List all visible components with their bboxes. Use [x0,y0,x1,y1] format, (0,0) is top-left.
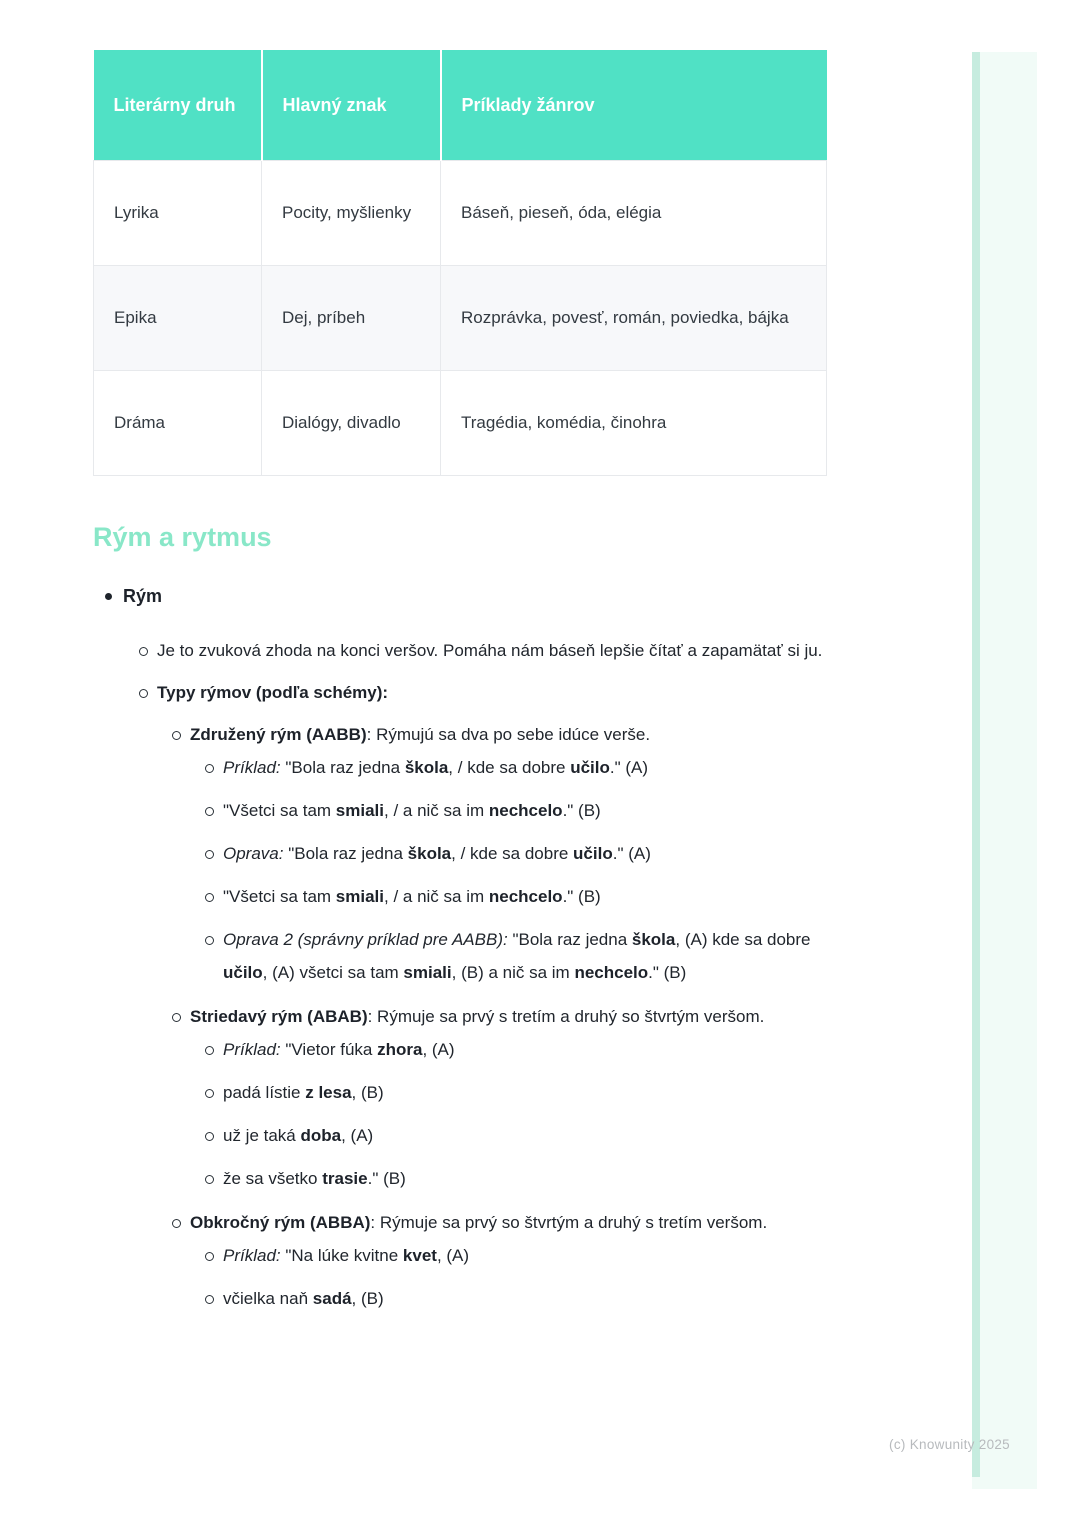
text-segment: doba [300,1125,342,1145]
list-item-text [157,634,826,667]
bullet-circle-icon [203,1076,223,1109]
text-segment: ." (B) [648,962,687,982]
list-item-text [190,1000,826,1033]
bullet-circle-icon [203,880,223,913]
bullet-circle-icon [203,837,223,870]
table-header-row [94,50,827,160]
text-segment: Príklad: [223,1245,281,1265]
table-body [94,160,827,475]
text-segment: ." (A) [612,843,651,863]
text-segment: učilo [570,757,610,777]
text-segment: nechcelo [488,886,563,906]
table-cell: Rozprávka, povesť, román, poviedka, bájka [441,265,827,370]
list-item-text [223,1282,826,1315]
list-item-text [190,718,826,751]
text-segment: "Na lúke kvitne [280,1245,403,1265]
list-item [93,676,826,709]
list-item [93,718,826,751]
list-item [93,794,826,827]
table-row [94,370,827,475]
document-page [93,50,826,1325]
table-cell: Tragédia, komédia, činohra [441,370,827,475]
list-item-text [123,580,826,613]
list-item [93,1033,826,1066]
column-header: Literárny druh [94,50,262,160]
text-segment: "Vietor fúka [280,1039,378,1059]
text-segment: Je to zvuková zhoda na konci veršov. Pomáha nám báseň lepšie čítať a zapamätať si ju. [157,640,823,660]
text-segment: "Bola raz jedna [507,929,632,949]
list-item [93,1119,826,1152]
table-header-row [94,50,827,160]
list-item-text [223,1239,826,1272]
bullet-disc-icon [103,580,123,613]
list-item [93,923,826,989]
bullet-circle-icon [203,1282,223,1315]
list-item [93,1282,826,1315]
bullet-circle-icon [203,923,223,956]
text-segment: Striedavý rým (ABAB) [190,1006,368,1026]
bullet-circle-icon [170,1000,190,1033]
text-segment: , / kde sa dobre [451,843,574,863]
bullet-circle-icon [170,1206,190,1239]
list-item [93,837,826,870]
text-segment: Príklad: [223,757,281,777]
list-item-text [223,880,826,913]
text-segment: , / a nič sa im [384,886,489,906]
bullet-circle-icon [137,676,157,709]
text-segment: už je taká [223,1125,301,1145]
list-item-text [223,794,826,827]
text-segment: ." (B) [562,800,601,820]
text-segment: "Všetci sa tam [223,800,336,820]
list-item [93,751,826,784]
outline-list [93,580,826,1315]
text-segment: smiali [335,886,384,906]
list-item-text [223,1119,826,1152]
list-item-text [223,1033,826,1066]
text-segment: Združený rým (AABB) [190,724,367,744]
text-segment: učilo [223,962,263,982]
table-cell: Lyrika [94,160,262,265]
bullet-circle-icon [203,1033,223,1066]
text-segment: , (B) a nič sa im [451,962,575,982]
text-segment: Oprava: [223,843,284,863]
list-item [93,880,826,913]
text-segment: Typy rýmov (podľa schémy): [157,682,389,702]
list-item-text [223,923,826,989]
text-segment: zhora [377,1039,423,1059]
page-edge-strip [972,52,1037,1489]
text-segment: , (A) [341,1125,374,1145]
bullet-circle-icon [170,718,190,751]
table-cell: Dej, príbeh [262,265,441,370]
table-cell: Báseň, pieseň, óda, elégia [441,160,827,265]
text-segment: smiali [335,800,384,820]
text-segment: škola [407,843,452,863]
page-edge-strip-line [972,52,980,1477]
text-segment: trasie [322,1168,368,1188]
bullet-circle-icon [203,751,223,784]
text-segment: : Rýmuje sa prvý so štvrtým a druhý s tretím veršom. [370,1212,768,1232]
text-segment: ." (A) [609,757,649,777]
text-segment: Príklad: [223,1039,281,1059]
table-cell: Epika [94,265,262,370]
table-row [94,160,827,265]
text-segment: , / a nič sa im [384,800,489,820]
text-segment: , (A) všetci sa tam [262,962,404,982]
list-item-text [223,1076,826,1109]
table-cell: Pocity, myšlienky [262,160,441,265]
section-heading: Rým a rytmus [93,521,272,552]
text-segment: : Rýmujú sa dva po sebe idúce verše. [366,724,651,744]
table-cell: Dialógy, divadlo [262,370,441,475]
list-item [93,1162,826,1195]
text-segment: , (B) [351,1288,384,1308]
text-segment: z lesa [305,1082,352,1102]
text-segment: Obkročný rým (ABBA) [190,1212,371,1232]
table-row [94,265,827,370]
list-item [93,1239,826,1272]
list-item [93,1000,826,1033]
list-item-text [190,1206,826,1239]
text-segment: ." (B) [367,1168,406,1188]
bullet-circle-icon [203,794,223,827]
copyright-text: (c) Knowunity 2025 [889,1437,1010,1452]
text-segment: ." (B) [562,886,601,906]
literary-genres-table [93,50,827,476]
text-segment: "Všetci sa tam [223,886,336,906]
text-segment: "Bola raz jedna [280,757,405,777]
bullet-circle-icon [203,1239,223,1272]
list-item-text [223,751,826,784]
text-segment: smiali [403,962,452,982]
text-segment: nechcelo [574,962,649,982]
bullet-circle-icon [203,1162,223,1195]
text-segment: včielka naň [223,1288,313,1308]
list-item-text [223,1162,826,1195]
text-segment: kvet [402,1245,437,1265]
text-segment: "Bola raz jedna [283,843,408,863]
list-item [93,634,826,667]
bullet-circle-icon [203,1119,223,1152]
text-segment: škola [631,929,676,949]
text-segment: učilo [573,843,613,863]
text-segment: Oprava 2 (správny príklad pre AABB): [223,929,508,949]
list-item-text [157,676,826,709]
text-segment: , (B) [351,1082,384,1102]
text-segment: škola [404,757,449,777]
text-segment: Rým [123,585,163,606]
text-segment: nechcelo [488,800,563,820]
text-segment: , / kde sa dobre [448,757,571,777]
text-segment: padá lístie [223,1082,306,1102]
bullet-circle-icon [137,634,157,667]
list-item [93,580,826,613]
list-item [93,1076,826,1109]
text-segment: : Rýmuje sa prvý s tretím a druhý so štvrtým veršom. [367,1006,765,1026]
text-segment: , (A) [436,1245,470,1265]
table-cell: Dráma [94,370,262,475]
column-header: Hlavný znak [262,50,441,160]
list-item [93,1206,826,1239]
text-segment: , (A) kde sa dobre [675,929,811,949]
list-item-text [223,837,826,870]
column-header: Príklady žánrov [441,50,827,160]
text-segment: že sa všetko [223,1168,323,1188]
text-segment: , (A) [422,1039,455,1059]
text-segment: sadá [312,1288,352,1308]
